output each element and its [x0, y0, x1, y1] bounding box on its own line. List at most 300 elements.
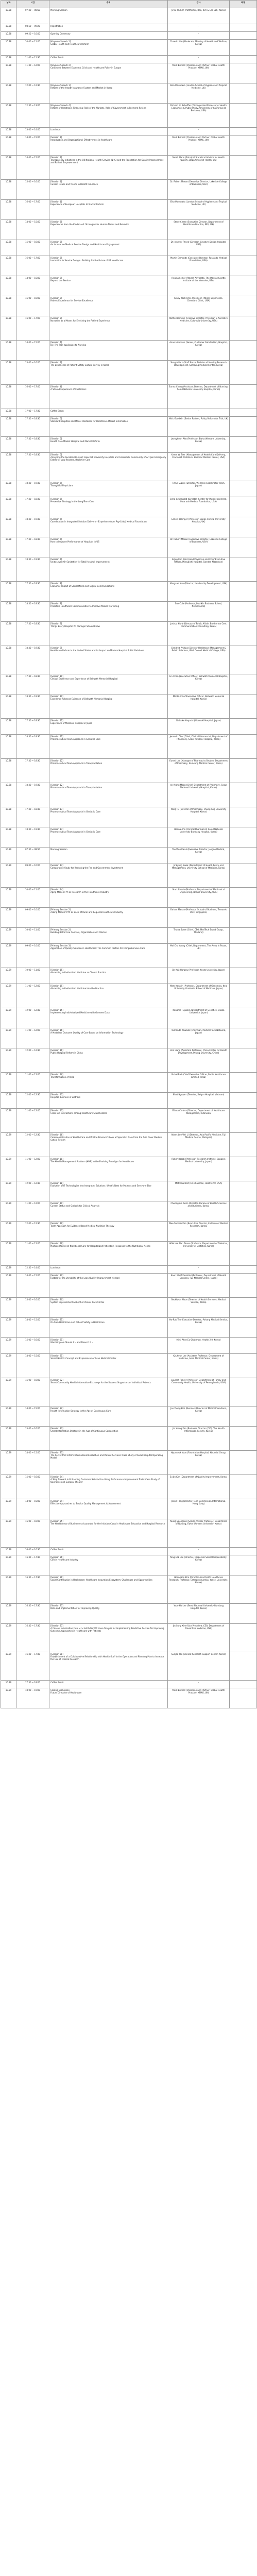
- table-row: [1, 1318, 257, 1338]
- cell-speaker: Su Jin Kim (Department of Quality Improvement, Korea): [168, 1475, 230, 1499]
- cell-topic: [Session 7] Coordination in Integrated Solution Delivery – Experience from Pay4 (ttb) Medical Foundation: [49, 517, 168, 537]
- cell-moderator: [230, 1093, 257, 1108]
- cell-speaker: Ingen Kim Kim (Head Physician and Chief Executive Officer, Mitsubishi Hospital, Sweden Mazadran): [168, 557, 230, 581]
- table-row: [1, 256, 257, 276]
- table-row: [1, 984, 257, 1008]
- cell-speaker: Jeonmin Choi (Chief, Clinical Pharmacist, Department of Pharmacy, Seoul National Hospital, Korea): [168, 735, 230, 758]
- cell-time: 17:30 ~ 18:30: [16, 622, 49, 646]
- cell-moderator: [230, 256, 257, 276]
- cell-time: 12:30 ~ 13:00: [16, 104, 49, 127]
- cell-date: 10.28: [1, 517, 16, 537]
- cell-date: 10.28: [1, 759, 16, 783]
- cell-time: 15:00 ~ 16:00: [16, 296, 49, 316]
- cell-moderator: [230, 944, 257, 968]
- cell-time: 12:00 ~ 12:30: [16, 1133, 49, 1157]
- cell-date: 10.29: [1, 1555, 16, 1575]
- cell-topic: [Session 16] Transformation of India: [49, 1073, 168, 1092]
- table-row: [1, 104, 257, 128]
- cell-speaker: Lorien Bollinger (Professor, Sanoe Clinical University Hospital, UK): [168, 517, 230, 537]
- cell-speaker: Minji Ahn (Co-Chairman, Health 2.0, Korea): [168, 1338, 230, 1353]
- cell-moderator: [230, 135, 257, 155]
- cell-moderator: [230, 417, 257, 436]
- cell-topic: [Session 3] Narrative as a Means for Enriching the Patient Experience: [49, 316, 168, 340]
- cell-topic: [Session 2] Innovation in Service Design - Building for the Future of US Healthcare: [49, 256, 168, 276]
- table-row: [1, 1338, 257, 1354]
- cell-time: 09:00 ~ 10:00: [16, 908, 49, 927]
- cell-date: 10.28: [1, 409, 16, 416]
- cell-date: 10.28: [1, 361, 16, 384]
- table-row: [1, 1652, 257, 1681]
- cell-topic: [Session 17] Hospital Business in Vietnam: [49, 1093, 168, 1108]
- cell-topic: [Session 23] Smart Information Strategy in the Age of Continuous Competition: [49, 1427, 168, 1450]
- cell-speaker: Thana Soree (Chief, CEO, MedTech Brand Group, Thailand): [168, 928, 230, 943]
- cell-speaker: Sunjoo Yoo (Clinical Research Support Center, Korea): [168, 1652, 230, 1680]
- cell-moderator: [230, 1222, 257, 1241]
- cell-topic: [Primary Session 2] Asking Models' PPP as Basis of Rural and Regional Healthcare Industry: [49, 908, 168, 927]
- cell-topic: [Session 3] Beyond the Service: [49, 276, 168, 296]
- cell-topic: [Session 18] The Health Management Platform (HMP) in the Evolving Paradigm for Healthcare: [49, 1157, 168, 1181]
- cell-topic: [Session 28] Establishment of a Collaborative Relationship with Health-Staff in the Operation and Planning Plan to Increase the Use of Clinical Research: [49, 1652, 168, 1680]
- cell-speaker: -: [168, 32, 230, 39]
- cell-topic: [Session 12] Pharmaceutical Team Approach in Transplantation: [49, 783, 168, 807]
- table-row: [1, 537, 257, 557]
- cell-speaker: Mark Britnell (Chairman and Partner, Global Health Practice, KPMG, UK): [168, 63, 230, 83]
- cell-date: 10.28: [1, 220, 16, 240]
- cell-speaker: Kyuhyun Lee (Assistant Professor, Department of Medicine, Asan Medical Center, Korea): [168, 1354, 230, 1378]
- table-row: [1, 296, 257, 316]
- table-row: [1, 497, 257, 517]
- cell-speaker: -: [168, 24, 230, 31]
- header-date: 날짜: [1, 1, 16, 8]
- cell-date: 10.28: [1, 481, 16, 497]
- table-row: [1, 385, 257, 409]
- cell-date: 10.28: [1, 646, 16, 674]
- cell-time: 17:30 ~ 18:30: [16, 497, 49, 517]
- cell-date: 10.28: [1, 417, 16, 436]
- cell-moderator: [230, 104, 257, 127]
- cell-speaker: Albert Lee Wei Li (Director, Asia Pacific Medicine, Fuji Medical Centre, Malaysia): [168, 1133, 230, 1157]
- cell-date: 10.28: [1, 602, 16, 621]
- table-row: [1, 1624, 257, 1652]
- cell-date: 10.28: [1, 104, 16, 127]
- cell-time: 18:30 ~ 19:30: [16, 646, 49, 674]
- cell-topic: [Session 25] The Healthiness of Businesses Accounted for the Infusion Costs in Healthcare Education and Hospital Research: [49, 1519, 168, 1547]
- cell-speaker: Ginny Koch (Vice President, Patient Experience, Cleveland Clinic, USA): [168, 296, 230, 316]
- cell-speaker: Nhat Nguyen (Director, Saigon Hospital, Vietnam): [168, 1093, 230, 1108]
- cell-topic: [Session 26] CSR in Healthcare Industry: [49, 1555, 168, 1575]
- header-topic: 주제: [49, 1, 168, 8]
- cell-topic: [Session 16] A Model for Outcome Quality of Care Based on Information Technology: [49, 1028, 168, 1048]
- cell-speaker: Timur Suzuki (Director, Wellness Coordinator Team, Japan): [168, 481, 230, 497]
- cell-speaker: Lin Chen (Executive Officer, Bellwath Memorial Hospital, Korea): [168, 674, 230, 694]
- cell-moderator: [230, 24, 257, 31]
- cell-topic: [Session 17] Cross-Set Interactions among Healthcare Stakeholders: [49, 1109, 168, 1132]
- cell-time: 18:30 ~ 19:30: [16, 694, 49, 718]
- table-row: [1, 1274, 257, 1298]
- cell-date: 10.28: [1, 56, 16, 63]
- cell-speaker: Toshitada Kawada (Chairman, Medical Tech Network, Japan): [168, 1028, 230, 1048]
- cell-date: 10.29: [1, 1652, 16, 1680]
- cell-speaker: Elma Grunewald (Director, Center for Patient-centered, Pasa ado Medical Foundation, USA): [168, 497, 230, 517]
- cell-time: 15:00 ~ 16:00: [16, 180, 49, 199]
- cell-topic: [Session 26] Social Contribution in Healthcare: Healthcare Innovation Ecosystem: Challenges and Opportunities: [49, 1575, 168, 1603]
- cell-topic: [Session 15] Implementing Individualized Medicine with Genome Data: [49, 1008, 168, 1028]
- cell-time: 14:00 ~ 15:00: [16, 1451, 49, 1475]
- cell-speaker: Mark Britnell (Chairman and Partner, Global Health Practice, KPMG, UK): [168, 135, 230, 155]
- cell-time: 15:00 ~ 16:00: [16, 1378, 49, 1406]
- cell-date: 10.29: [1, 1688, 16, 1708]
- cell-moderator: [230, 1181, 257, 1201]
- cell-topic: [Session 9] Things Every Hospital PR Manager Should Know: [49, 622, 168, 646]
- cell-date: 10.28: [1, 453, 16, 481]
- table-row: [1, 517, 257, 537]
- cell-moderator: [230, 807, 257, 827]
- cell-moderator: [230, 1681, 257, 1688]
- cell-moderator: [230, 984, 257, 1008]
- cell-speaker: Regina Felker (Patient Advocate, The Massachusetts Institute of the Intensive, USA): [168, 276, 230, 296]
- cell-speaker: Laurent Rohrer (Professor, Department of Family and Community Health, University of Pennsylvania, USA): [168, 1378, 230, 1406]
- table-row: [1, 1555, 257, 1575]
- cell-topic: [Session 13] Pharmaceutical Team Approach in Geriatric Care: [49, 807, 168, 827]
- table-row: [1, 1048, 257, 1073]
- cell-moderator: [230, 1298, 257, 1317]
- cell-speaker: Jon Young Kim (Business Director of Medical Solutions, Korea): [168, 1406, 230, 1426]
- cell-speaker: -: [168, 409, 230, 416]
- cell-moderator: [230, 497, 257, 517]
- table-row: [1, 24, 257, 32]
- cell-moderator: [230, 1427, 257, 1450]
- cell-date: 10.28: [1, 128, 16, 135]
- cell-speaker: Jeonghoon Ahn (Professor, Ewha Womans University, Korea): [168, 437, 230, 452]
- header-speaker: 강사: [168, 1, 230, 8]
- cell-time: 15:00 ~ 16:00: [16, 361, 49, 384]
- cell-moderator: [230, 759, 257, 783]
- cell-speaker: Mick Goodwin (Senior Partner, Policy Reform for Trial, UK): [168, 417, 230, 436]
- cell-topic: [Session 21] Smart Health: Concept and Experiences of Asan Medical Center: [49, 1354, 168, 1378]
- cell-moderator: [230, 40, 257, 55]
- cell-moderator: [230, 200, 257, 219]
- cell-date: 10.28: [1, 341, 16, 360]
- cell-speaker: Margaret Hsu (Director, Leadership Development, USA): [168, 582, 230, 601]
- table-row: [1, 602, 257, 622]
- cell-topic: [Session 18] Commercialization of Health Care and IT: One Province's Look at Specialist Care from the Asia Fever Medical School Reform: [49, 1133, 168, 1157]
- cell-time: 14:00 ~ 15:00: [16, 220, 49, 240]
- cell-speaker: Lilin Liang (Assistant Professor, China Center for Health Development, Peking University, China): [168, 1048, 230, 1072]
- cell-time: 11:00 ~ 12:00: [16, 1201, 49, 1221]
- cell-moderator: [230, 1575, 257, 1603]
- cell-date: 10.29: [1, 1093, 16, 1108]
- cell-date: 10.29: [1, 1266, 16, 1273]
- cell-moderator: [230, 128, 257, 135]
- cell-speaker: Wing Fu (Director of Pharmacy, Chung Ang University Hospital, Korea): [168, 807, 230, 827]
- cell-time: 13:00 ~ 14:00: [16, 128, 49, 135]
- cell-topic: [Session 19] Current Status and Outlook for Clinical Analysis: [49, 1201, 168, 1221]
- cell-date: 10.29: [1, 1575, 16, 1603]
- cell-moderator: [230, 1073, 257, 1092]
- cell-date: 10.29: [1, 1048, 16, 1072]
- cell-topic: [Session 6] Preventive Strategy in the Long-Term Care: [49, 497, 168, 517]
- cell-topic: [Session 22] Smart Community Health-Information-Exchange for the Success Supporters of Individual Patients: [49, 1378, 168, 1406]
- table-row: [1, 944, 257, 968]
- table-row: [1, 928, 257, 944]
- table-row: [1, 646, 257, 674]
- cell-date: 10.29: [1, 1298, 16, 1317]
- table-row: [1, 1298, 257, 1318]
- table-row: [1, 1378, 257, 1406]
- cell-time: 15:00 ~ 16:00: [16, 1519, 49, 1547]
- cell-moderator: [230, 1548, 257, 1555]
- table-row: [1, 180, 257, 200]
- table-row: [1, 694, 257, 719]
- cell-date: 10.28: [1, 240, 16, 256]
- cell-moderator: [230, 1338, 257, 1353]
- cell-date: 10.28: [1, 296, 16, 316]
- table-row: [1, 361, 257, 385]
- cell-topic: [Session 7] Units Lever: Or Sanitation for Total Hospital Improvement: [49, 557, 168, 581]
- cell-date: 10.28: [1, 276, 16, 296]
- cell-moderator: [230, 276, 257, 296]
- cell-time: 10:00 ~ 11:00: [16, 928, 49, 943]
- cell-moderator: [230, 863, 257, 887]
- cell-moderator: [230, 316, 257, 340]
- table-row: [1, 200, 257, 220]
- cell-speaker: Sung A Park (Staff Nurse, Division of Nursing Research Development, Samsung Medical Center, Korea): [168, 361, 230, 384]
- cell-date: 10.28: [1, 735, 16, 758]
- cell-time: 14:00 ~ 15:00: [16, 341, 49, 360]
- cell-moderator: [230, 674, 257, 694]
- cell-moderator: [230, 1028, 257, 1048]
- cell-time: 11:00 ~ 11:30: [16, 56, 49, 63]
- cell-date: 10.28: [1, 63, 16, 83]
- cell-time: 17:30 ~ 18:30: [16, 453, 49, 481]
- cell-time: 16:30 ~ 17:30: [16, 1604, 49, 1623]
- cell-topic: [Session 5] Standard Hospitals and Model Obstacles for Healthcare Market Information: [49, 417, 168, 436]
- cell-time: 10:00 ~ 11:00: [16, 968, 49, 984]
- cell-topic: [Session 13] Pharmaceutical Team Approach in Geriatric Care: [49, 827, 168, 847]
- cell-moderator: [230, 646, 257, 674]
- cell-time: 09:00 ~ 10:00: [16, 863, 49, 887]
- cell-topic: [Keynote Speech 2] Continued Between Economic Crisis and Healthcare Policy in Europe: [49, 63, 168, 83]
- cell-topic: [Session 8] Proactive Healthcare Communication to Improve Mobile Marketing: [49, 602, 168, 621]
- cell-moderator: [230, 1201, 257, 1221]
- cell-speaker: Nettie Herndon (Creative Director, Physician & Narrative Medicine, Columbia University, USA): [168, 316, 230, 340]
- table-row: [1, 417, 257, 437]
- cell-date: 10.28: [1, 437, 16, 452]
- cell-speaker: Hyunseok Yoon (Foundation Hospital, Hyundai Group, Korea): [168, 1451, 230, 1475]
- cell-speaker: Yoon-Ho Lee (Seoul National University Bundang Hospital, Korea): [168, 1604, 230, 1623]
- table-row: [1, 1222, 257, 1242]
- cell-speaker: Sarah Mann (Principal Statistical Advisor for Health Quality, Department of Health, UK): [168, 156, 230, 179]
- cell-time: 18:30 ~ 19:30: [16, 735, 49, 758]
- cell-time: 15:00 ~ 16:00: [16, 1338, 49, 1353]
- cell-topic: Registration: [49, 24, 168, 31]
- cell-time: 17:30 ~ 18:00: [16, 1681, 49, 1688]
- table-row: [1, 1406, 257, 1427]
- cell-time: 17:30 ~ 18:30: [16, 719, 49, 734]
- table-row: [1, 1604, 257, 1624]
- table-row: [1, 783, 257, 807]
- cell-time: 18:30 ~ 19:30: [16, 602, 49, 621]
- cell-moderator: [230, 341, 257, 360]
- cell-speaker: Ho-Rak Toh (Executive Director, Pohang Medical Service, Korea): [168, 1318, 230, 1337]
- cell-date: 10.28: [1, 24, 16, 31]
- cell-speaker: Dr. Robert Mason (Executive Director, Lakeside College of Business, USA): [168, 180, 230, 199]
- cell-moderator: [230, 1242, 257, 1265]
- cell-moderator: [230, 32, 257, 39]
- cell-time: 16:30 ~ 17:30: [16, 1652, 49, 1680]
- cell-date: 10.29: [1, 1073, 16, 1092]
- cell-time: 08:50 ~ 09:20: [16, 24, 49, 31]
- cell-speaker: Vishal Bali (Chief Executive Officer, Fortis Healthcare Limited, India): [168, 1073, 230, 1092]
- cell-speaker: Young-Sook Jeon (Senior Advisor Professor, Department of Nursing, Ewha Womans University, Korea): [168, 1519, 230, 1547]
- cell-time: 11:30 ~ 12:00: [16, 63, 49, 83]
- cell-speaker: Mel Li (Chief Executive Officer, Bellwath Memorial Hospital, Korea): [168, 694, 230, 718]
- cell-date: 10.29: [1, 1338, 16, 1353]
- cell-date: 10.29: [1, 863, 16, 887]
- cell-time: 07:30 ~ 08:50: [16, 8, 49, 24]
- cell-speaker: Robert Jacob (Professor, Research Institute, Sapporo Medical University, Japan): [168, 1157, 230, 1181]
- cell-speaker: Kaname Fujiwara (Department of Genetics, Osaka University, Japan): [168, 1008, 230, 1028]
- cell-date: 10.28: [1, 537, 16, 557]
- cell-speaker: Richard M. Scheffler (Distinguished Professor of Health Economics & Public Policy, University of California at Berkeley, USA): [168, 104, 230, 127]
- cell-speaker: Sue Cole (Professor, Pushkin Business School, Netherlands): [168, 602, 230, 621]
- cell-date: 10.29: [1, 1157, 16, 1181]
- cell-time: 17:30 ~ 18:30: [16, 417, 49, 436]
- cell-moderator: [230, 1266, 257, 1273]
- cell-time: 11:00 ~ 12:00: [16, 1242, 49, 1265]
- cell-speaker: Farhan Manan (Professor, School of Business, Temasek Univ, Singapore): [168, 908, 230, 927]
- cell-time: 18:00 ~ 19:00: [16, 1688, 49, 1708]
- cell-date: 10.29: [1, 888, 16, 907]
- table-row: [1, 888, 257, 908]
- cell-topic: [Session 24] A Step Forward in Enhancing Customer Satisfaction Using Performance Improvement Tools: Case Study of Operative and Surgical Theater: [49, 1475, 168, 1499]
- cell-speaker: Daisuke Hayashi (Mizonoki Hospital, Japan): [168, 719, 230, 734]
- cell-time: 09:00 ~ 10:00: [16, 944, 49, 968]
- table-row: [1, 1201, 257, 1222]
- cell-moderator: [230, 1499, 257, 1519]
- cell-speaker: Hoon-Gon Kim (Director Asia Pacific Healthcare Research, Professor, Entrepreneurship, Yonsei University, Korea): [168, 1575, 230, 1603]
- cell-moderator: [230, 517, 257, 537]
- cell-moderator: [230, 1475, 257, 1499]
- cell-date: 10.29: [1, 1604, 16, 1623]
- cell-moderator: [230, 240, 257, 256]
- cell-topic: Luncheon: [49, 128, 168, 135]
- cell-speaker: Wiletzek Alan Flores (Professor, Department of Dietetics, University of Dietetics, Korea): [168, 1242, 230, 1265]
- cell-moderator: [230, 537, 257, 557]
- cell-topic: [Session 4] A Shared Experience of Customers: [49, 385, 168, 409]
- table-row: [1, 316, 257, 341]
- cell-moderator: [230, 1109, 257, 1132]
- cell-moderator: [230, 1048, 257, 1072]
- cell-time: 11:00 ~ 12:00: [16, 1028, 49, 1048]
- cell-moderator: [230, 1008, 257, 1028]
- cell-speaker: Steve Chase (Executive Director, Department of Healthcare Practice, SEV, US): [168, 220, 230, 240]
- cell-date: 10.29: [1, 968, 16, 984]
- table-row: [1, 807, 257, 827]
- table-row: [1, 1548, 257, 1555]
- cell-time: 14:00 ~ 15:00: [16, 135, 49, 155]
- cell-time: 11:00 ~ 12:00: [16, 1109, 49, 1132]
- cell-moderator: [230, 1652, 257, 1680]
- cell-topic: [Primary Session 3] Application of Quality Solution in Healthcare: The Common Factors for Comprehensive Care: [49, 944, 168, 968]
- cell-time: 18:30 ~ 19:30: [16, 481, 49, 497]
- cell-topic: Luncheon: [49, 1266, 168, 1273]
- cell-date: 10.28: [1, 827, 16, 847]
- table-row: [1, 1354, 257, 1378]
- table-row: [1, 240, 257, 256]
- cell-moderator: [230, 848, 257, 863]
- cell-moderator: [230, 1406, 257, 1426]
- table-row: [1, 674, 257, 694]
- cell-date: 10.28: [1, 674, 16, 694]
- table-row: [1, 735, 257, 759]
- cell-moderator: [230, 908, 257, 927]
- cell-time: 17:30 ~ 18:30: [16, 582, 49, 601]
- cell-speaker: Cheongmin Sohn (Director, Bureau of Health Sciences and Business, Korea): [168, 1201, 230, 1221]
- cell-topic: [Session 19] Team Approach for Evidence Based Medical Nutrition Therapy: [49, 1222, 168, 1241]
- cell-time: 12:00 ~ 12:30: [16, 1048, 49, 1072]
- cell-time: 11:00 ~ 12:00: [16, 1073, 49, 1092]
- cell-date: 10.28: [1, 807, 16, 827]
- cell-topic: Closing Discussion Future Direction of Healthcare: [49, 1688, 168, 1708]
- table-row: [1, 1157, 257, 1181]
- cell-topic: [Session 2] An Innovative Medical Service Design and Healthcare Engagement: [49, 240, 168, 256]
- cell-moderator: [230, 437, 257, 452]
- cell-topic: Opening Ceremony: [49, 32, 168, 39]
- table-row: [1, 557, 257, 582]
- cell-moderator: [230, 63, 257, 83]
- cell-moderator: [230, 8, 257, 24]
- cell-speaker: Mark Rossin (Professor, Department of Mechanical Engineering, Drexel University, USA): [168, 888, 230, 907]
- table-row: [1, 8, 257, 24]
- cell-date: 10.29: [1, 1624, 16, 1652]
- cell-date: 10.28: [1, 497, 16, 517]
- cell-moderator: [230, 220, 257, 240]
- cell-time: 16:00 ~ 17:00: [16, 200, 49, 219]
- cell-topic: [Session 8] Economic Impact of Social Media and Digital Communications: [49, 582, 168, 601]
- cell-date: 10.29: [1, 1378, 16, 1406]
- cell-date: 10.29: [1, 1681, 16, 1688]
- cell-topic: Coffee Break: [49, 409, 168, 416]
- cell-speaker: Martin Edmonds (Executive Director, Pasa ado Medical Foundation, USA): [168, 256, 230, 276]
- cell-topic: [Session 14] Comparative Study for Reducing the Fee and Government Investment: [49, 863, 168, 887]
- cell-date: 10.28: [1, 180, 16, 199]
- cell-date: 10.28: [1, 200, 16, 219]
- cell-speaker: Dr. Kaji Hanzou (Professor, Kyoto University, Japan): [168, 968, 230, 984]
- cell-speaker: Anne Hirrmann (Senior, Customer Satisfaction, Hospital, Korea): [168, 341, 230, 360]
- cell-speaker: Mark Britnell (Chairman and Partner, Global Health Practice, KPMG, UK): [168, 1688, 230, 1708]
- cell-topic: [Session 18] Evolution of IT Technologies into Integrated Solutions: What's Next for Patients and Everyone Else: [49, 1181, 168, 1201]
- cell-date: 10.28: [1, 83, 16, 103]
- cell-date: 10.29: [1, 1318, 16, 1337]
- table-row: [1, 220, 257, 240]
- cell-speaker: Hanna Ahn (Clinical Pharmacist, Seoul National University Bundang Hospital, Korea): [168, 827, 230, 847]
- cell-date: 10.29: [1, 1499, 16, 1519]
- cell-topic: [Keynote Speech 3] Reform of the Health Insurance System and Market in Korea: [49, 83, 168, 103]
- cell-time: 14:00 ~ 15:00: [16, 276, 49, 296]
- cell-time: 12:30 ~ 14:00: [16, 1266, 49, 1273]
- table-row: [1, 409, 257, 417]
- header-time: 시간: [16, 1, 49, 8]
- cell-moderator: [230, 1274, 257, 1297]
- table-row: [1, 863, 257, 888]
- cell-time: 17:30 ~ 18:30: [16, 437, 49, 452]
- cell-speaker: Karen W. Teer (Management of Health Care Delivery, Cincinnati Children's Hospital Medical Center, USA): [168, 453, 230, 481]
- cell-speaker: Yong Eok Lee (Director, Corporate Social Responsibility, Korea): [168, 1555, 230, 1575]
- cell-topic: [Session 4] The Experience of Patient Safety Culture Survey in Korea: [49, 361, 168, 384]
- table-row: [1, 32, 257, 40]
- table-row: [1, 1181, 257, 1201]
